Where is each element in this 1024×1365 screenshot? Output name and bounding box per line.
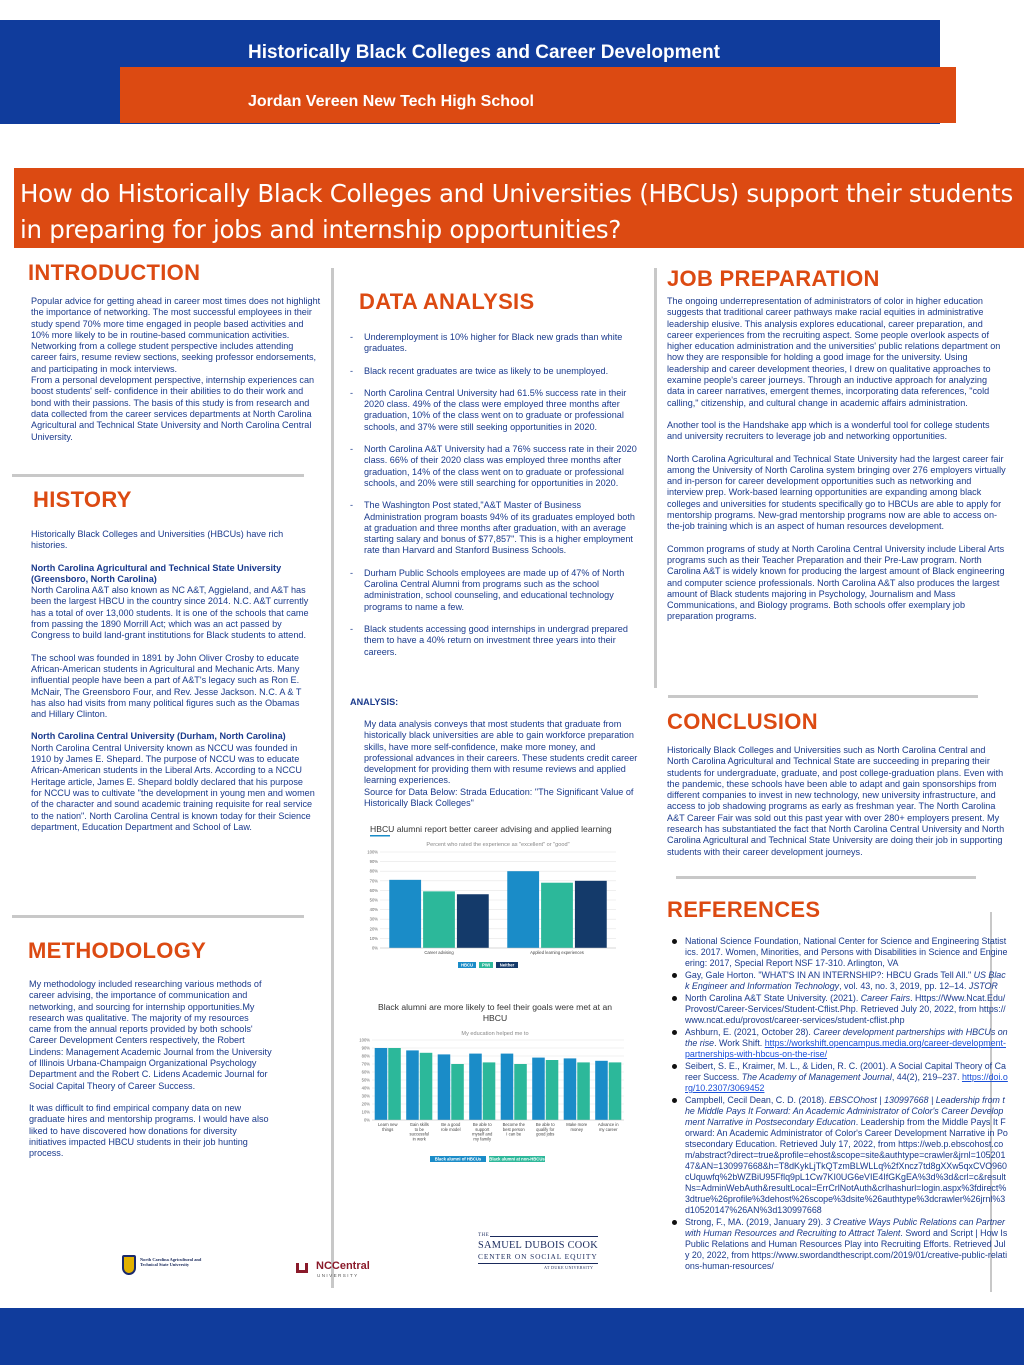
legend-label: Neither — [499, 962, 515, 968]
bar — [375, 1048, 388, 1120]
data-source: Source for Data Below: Strada Education: "The Significant Value of Historically Black Colleges" — [364, 786, 634, 809]
introduction-paragraph: From a personal development perspective, internship experiences can boost students' self- confidence in their abilities to do their work and bond with their passions. The basis of this study is from research and data collected from the career services departments at North Carolina Agricultural and Technical State University and North Carolina Central University. — [31, 375, 315, 442]
x-tick-label: Be a good role model — [440, 1122, 461, 1132]
introduction-heading: INTRODUCTION — [28, 260, 201, 285]
bar — [507, 871, 539, 948]
cook-logo-rule — [478, 1263, 598, 1264]
bar — [388, 1048, 401, 1120]
y-tick-label: 100% — [367, 849, 378, 855]
reference-link[interactable]: https://doi.org/10.2307/3069452 — [685, 1072, 1008, 1093]
legend-label: Black alumni at non-HBCUs — [489, 1156, 545, 1162]
reference-em: Career development partnerships with HBCUs on the rise — [685, 1027, 1008, 1048]
school-name: Jordan Vereen New Tech High School — [248, 93, 534, 110]
reference-item — [670, 1061, 1008, 1094]
legend-label: PWI — [482, 962, 490, 968]
bar — [469, 1054, 482, 1120]
history-paragraph: Historically Black Colleges and Universities (HBCUs) have rich histories. — [31, 529, 284, 551]
x-tick-label: Gain skills to be successful in work — [409, 1122, 430, 1142]
data-bullet: - Black recent graduates are twice as likely to be unemployed. — [350, 366, 638, 377]
cook-logo-center: CENTER ON SOCIAL EQUITY — [478, 1252, 598, 1261]
history-text — [31, 529, 315, 833]
chart-subtitle: My education helped me to — [461, 1031, 529, 1037]
reference-post: , 44(2), 219–237. — [891, 1072, 962, 1082]
ncat-logo — [122, 1255, 212, 1277]
x-tick-label: Be able to qualify for good jobs — [535, 1122, 555, 1137]
reference-pre: Campbell, Cecil Dean, C. D. (2018). — [685, 1095, 830, 1105]
y-tick-label: 40% — [361, 1085, 370, 1091]
reference-em: Career Fairs — [860, 993, 911, 1003]
data-bullet: - Underemployment is 10% higher for Black new grads than white graduates. — [350, 332, 638, 355]
reference-pre: North Carolina A&T State University. (2021). — [685, 993, 861, 1003]
reference-item — [670, 1027, 1008, 1060]
ncat-logo-text: North Carolina Agricultural and Technical State University — [140, 1257, 202, 1267]
bar — [532, 1058, 545, 1120]
bar — [501, 1054, 514, 1120]
reference-em: US Black Engineer and Information Technology — [685, 970, 1006, 991]
data-bullet: - Durham Public Schools employees are made up of 47% of North Carolina Central Alumni from programs such as the school administration, school counseling, and educational technology programs to name a few. — [350, 568, 638, 613]
data-bullet: - Black students accessing good internships in undergrad prepared them to have a 40% return on investment three years into their careers. — [350, 624, 638, 658]
nccu-logo-text: NCCentral — [316, 1260, 370, 1272]
x-tick-label: Make more money — [566, 1122, 588, 1132]
bar — [423, 891, 455, 948]
cook-logo-the: THE — [478, 1233, 490, 1238]
chart-title: Black alumni are more likely to feel their goals were met at an — [377, 1002, 613, 1012]
x-tick-label: Become the best person I can be — [502, 1122, 525, 1137]
job-preparation-text — [667, 296, 1007, 623]
y-tick-label: 0% — [371, 945, 378, 951]
y-tick-label: 90% — [369, 859, 378, 865]
legend-label: Black alumni of HBCUs — [434, 1156, 482, 1162]
y-tick-label: 60% — [369, 887, 378, 893]
chart2-svg — [359, 1000, 628, 1172]
nccu-logo-sub: UNIVERSITY — [317, 1273, 359, 1278]
x-tick-label: Advance in my career — [597, 1122, 619, 1132]
y-tick-label: 10% — [361, 1109, 370, 1115]
column-divider-left — [331, 268, 334, 1288]
analysis-paragraph: My data analysis conveys that most students that graduate from historically black universities are able to gain workforce preparation skills, have more self-confidence, make more money, and professional advances in their careers. These students credit career development for providing them with resume reviews and applied learning experiences. — [364, 719, 638, 786]
reference-pre: Strong, F., MA. (2019, January 29). — [685, 1217, 826, 1227]
reference-em: EBSCOhost | 130997668 | Leadership from the Middle Pays It Forward: An Academic Administrator of Color's Career Development Narrative in Postsecondary Education — [685, 1095, 1005, 1127]
bar — [541, 883, 573, 948]
reference-post: . Leadership from the Middle Pays It Forward: An Academic Administrator of Color's Career Development Narrative in Postsecondary Education. Retrieved July 17, 2022, from https://web.p.ebscohost.com/abstract?direct=true&profile=ehost&scope=site&authtype=crawler&jrnl=10520147&AN=130997668&h=T8dKykLjTkQTzmBLWLLq%2fXncz7td8gXXw5qxCVO960cUquwfq%2bWZBiU95Fflq9pL1Cw7KI0UG6eVIE4IfGKgEA%3d%3d&crl=c&resultNs=AdminWebAuth&resultLocal=ErrCrlNotAuth&crlhashurl=login.aspx%3fdirect%3dtrue%26profile%3dehost%26scope%3dsite%26authtype%3dcrawler%26jrnl%3d10520147%26AN%3d130997668 — [685, 1117, 1008, 1215]
bar — [406, 1050, 419, 1120]
references-heading: REFERENCES — [667, 897, 821, 922]
bar — [595, 1061, 608, 1120]
y-tick-label: 20% — [369, 926, 378, 932]
bar — [483, 1062, 496, 1120]
methodology-heading: METHODOLOGY — [28, 938, 207, 963]
cook-logo-duke: AT DUKE UNIVERSITY — [544, 1265, 594, 1270]
methodology-paragraph: My methodology included researching various methods of career advising, the importance of communication and networking, and sourcing for internship opportunities.My research was qualitative. The majority of my resources came from the annual reports provided by both schools' Career Development Centers respectively, the Robert Lindens: Management Academic Journal from the University of Illinois Urbana-Champaign Organizational Psychology Department and the Robert C. Lidens Academic Journal for Social Capital Theory of Career Success. — [29, 979, 272, 1091]
conclusion-heading: CONCLUSION — [667, 709, 818, 734]
reference-pre: Gay, Gale Horton. "WHAT'S IN AN INTERNSHIP?: HBCU Grads Tell All." — [685, 970, 974, 980]
reference-link[interactable]: https://workshift.opencampus.media.org/career-development-partnerships-with-hbcus-on-the-rise/ — [685, 1038, 1006, 1059]
y-tick-label: 30% — [369, 916, 378, 922]
reference-item — [670, 1095, 1008, 1216]
introduction-text — [31, 296, 321, 443]
methodology-paragraph: It was difficult to find empirical company data on new graduate hires and mentorship programs. I would have also liked to have discovered how donations for diversity initiatives impacted HBCU students in their job hunting process. — [29, 1102, 269, 1159]
y-tick-label: 80% — [369, 868, 378, 874]
chart-title: HBCU — [482, 1013, 508, 1023]
data-analysis-bullets — [350, 332, 638, 669]
reference-em: 3 Creative Ways Public Relations can Partner with Human Resources and Recruiting to Attract Talent — [685, 1217, 1005, 1238]
chart-subtitle: Percent who rated the experience as "excellent" or "good" — [426, 842, 570, 848]
ncat-seal-icon — [122, 1255, 136, 1275]
y-tick-label: 40% — [369, 907, 378, 913]
section-divider — [12, 915, 304, 918]
references-list — [670, 936, 1008, 1273]
analysis-label: ANALYSIS: — [350, 697, 399, 707]
x-tick-label: Applied learning experiences — [530, 950, 584, 955]
y-tick-label: 80% — [361, 1053, 370, 1059]
bar — [609, 1062, 622, 1120]
research-question: How do Historically Black Colleges and Universities (HBCUs) support their students in preparing for jobs and internship opportunities? — [20, 179, 1013, 244]
reference-pre: Ashburn, E. (2021, October 28). — [685, 1027, 814, 1037]
legend-label: HBCU — [460, 962, 474, 968]
bar — [420, 1053, 433, 1120]
y-tick-label: 70% — [369, 878, 378, 884]
bar — [577, 1062, 590, 1120]
analysis-text — [364, 719, 640, 809]
y-tick-label: 70% — [361, 1061, 370, 1067]
chart-title-underline — [370, 835, 390, 837]
y-tick-label: 90% — [361, 1045, 370, 1051]
column-divider-right — [654, 268, 657, 688]
reference-post: . Work Shift. — [714, 1038, 765, 1048]
reference-item — [670, 970, 1008, 992]
reference-post: . Https://Www.Ncat.Edu/Provost/Career-Services/Student-Cflist.Php. Retrieved July 20, 2022, from https://www.ncat.edu/provost/career-services/student-cflist.php — [685, 993, 1006, 1025]
bar — [546, 1060, 559, 1120]
section-divider — [676, 876, 976, 879]
cook-logo-rule — [490, 1236, 598, 1237]
cook-center-logo — [476, 1233, 600, 1273]
bar — [438, 1054, 451, 1120]
bar — [564, 1058, 577, 1120]
x-tick-label: Be able to support myself and my family — [472, 1122, 493, 1142]
y-tick-label: 50% — [361, 1077, 370, 1083]
nccu-title: North Carolina Central University (Durham, North Carolina) — [31, 731, 286, 742]
reference-item — [670, 993, 1008, 1026]
reference-em2: JSTOR — [968, 981, 998, 991]
data-bullet: - North Carolina A&T University had a 76% success rate in their 2020 class. 66% of their 2020 class was employed three months after graduation, 14% of the class went on to graduate or professional schools, and 20% were still searching for opportunities in 2020. — [350, 444, 638, 489]
y-tick-label: 10% — [369, 935, 378, 941]
y-tick-label: 100% — [359, 1037, 370, 1043]
poster-title: Historically Black Colleges and Career Development — [248, 42, 721, 63]
history-paragraph: North Carolina Central University known as NCCU was founded in 1910 by James E. Shepard. The purpose of NCCU was to educate African-American students in the Liberal Arts. According to a NCCU Heritage article, James E. Shepard boldly declared that his purpose for NCCU was to cultivate "the development in young men and women of the character and sound academic training requisite for real service to the nation". North Carolina Central is known today for their Science department, Education Department and School of Law. — [31, 742, 315, 832]
bar — [575, 881, 607, 948]
chart1-svg — [362, 822, 626, 974]
reference-item — [670, 936, 1008, 969]
school-banner — [120, 67, 956, 123]
history-paragraph: The school was founded in 1891 by John Oliver Crosby to educate African-American students in Agricultural and Mechanic Arts. Many influential people have been a part of A&T's legacy such as Ron E. McNair, The Greensboro Four, and Rev. Jesse Jackson. N.C. A & T has also had visits from many political figures such as the Obamas and Hillary Clinton. — [31, 652, 302, 720]
y-tick-label: 50% — [369, 897, 378, 903]
job-preparation-paragraph: Common programs of study at North Carolina Central University include Liberal Arts programs such as their Teacher Preparation and their Pre-Law program. North Carolina A&T is widely known for producing the largest amount of Black engineering and computer science professionals. North Carolina A&T also produces the largest amount of Black students majoring in Psychology, Journalism and Mass Communications, and Biology programs. Both schools offer exemplary job preparation programs. — [667, 543, 1005, 622]
bar — [389, 880, 421, 948]
reference-pre: Seibert, S. E., Kraimer, M. L., & Liden, R. C. (2001). A Social Capital Theory of Career Success. — [685, 1061, 1006, 1082]
section-divider — [668, 695, 978, 698]
reference-em: The Academy of Management Journal — [741, 1072, 892, 1082]
bar — [514, 1064, 527, 1120]
reference-item — [670, 1217, 1008, 1272]
reference-pre: National Science Foundation, National Center for Science and Engineering Statistics. 2017. Women, Minorities, and Persons with Disabilities in Science and Engineering: 2017, Special Report NSF 17-310. Arlington, VA — [685, 936, 1008, 968]
reference-post: , vol. 43, no. 3, 2019, pp. 12–14. — [839, 981, 969, 991]
introduction-paragraph: Popular advice for getting ahead in career most times does not highlight the importance of networking. The most successful employees in their study spend 70% more time engaged in people based activities and 10% more likely to be in routine-based communication activities. Networking from a college student perspective includes attending career fairs, resume review sections, seeking professor endorsements, and participating in mock interviews. — [31, 296, 321, 374]
methodology-text — [29, 979, 273, 1159]
data-bullet: - The Washington Post stated,"A&T Master of Business Administration program boasts 94% of its graduates employed both at graduation and three months after graduation, with an average starting salary and bonus of $77,857". This is a higher employment rate than Harvard and Stanford Business Schools. — [350, 500, 638, 556]
chart-title: HBCU alumni report better career advising and applied learning — [370, 824, 612, 834]
job-preparation-paragraph: North Carolina Agricultural and Technical State University had the largest career fair among the University of North Carolina system bringing over 276 employers virtually and in-person for career development opportunities such as networking and interview prep. Work-based learning opportunities are expanding among black colleges and universities for students specifically go to HBCUs are able to apply for mentorship programs. New-grad mentorship programs now are able to access on-the-job training which is an aspect of human resources development. — [667, 453, 1006, 532]
job-preparation-paragraph: The ongoing underrepresentation of administrators of color in higher education suggests that traditional career pathways make racial equities in administrative leadership elusive. This analysis explores educational, career preparation, and career experiences from the recruiting aspect. Some people overlook aspects of higher education administration and the universities' public relations department on how they are responsible for holding a good image for the university. Using leadership and career development theories, I drew on qualitative approaches to examine people's career journeys. Through an inductive approach for analyzing data in career narratives, emergent themes, incorporating data references, "cold calling," citizenship, and cultural change in academic affairs administration. — [667, 296, 1001, 408]
reference-post: . Sword and Script | How Is Public Relations and Human Resources Play into Recruiting Efforts. Retrieved July 20, 2022, from https://www.swordandthescript.com/2019/01/creative-public-relations-human-resources/ — [685, 1228, 1008, 1271]
conclusion-text: Historically Black Colleges and Universities such as North Carolina Central and North Carolina Agricultural and Technical State are succeeding in preparing their students for undergraduate, graduate, and post college-graduation plans. Even with the pandemic, these schools have been able to adapt and gain sponsorships from different companies to invest in new technology, new university infrastructure, and access to job shadowing programs as early as freshman year. The North Carolina A&T Career Fair was sold out this past year with over 280+ employers present. My research has substantiated the fact that North Carolina Central University and North Carolina Agricultural and Technical State University are doing their job in supporting students with their career development journeys. — [667, 745, 1005, 857]
job-preparation-paragraph: Another tool is the Handshake app which is a wonderful tool for college students and university recruiters to leverage job and networking opportunities. — [667, 419, 990, 442]
y-tick-label: 0% — [363, 1117, 370, 1123]
data-bullet: - North Carolina Central University had 61.5% success rate in their 2020 class. 49% of the class were employed three months after graduation, 10% of the class went on to graduate or professional schools, and 37% were still seeking opportunities in 2020. — [350, 388, 638, 433]
ncat-title: North Carolina Agricultural and Technical State University (Greensboro, North Carolina) — [31, 562, 282, 584]
history-heading: HISTORY — [33, 487, 132, 512]
cook-logo-name: SAMUEL DUBOIS COOK — [478, 1240, 599, 1251]
history-paragraph: North Carolina A&T also known as NC A&T, Aggieland, and A&T has been the largest HBCU in the country since 2014. N.C. A&T currently has a total of over 13,000 students. It is one of the schools that came from passing the 1890 Morrill Act; which was an act passed by Congress to build land-grant institutions for Black students to attend. — [31, 585, 309, 641]
y-tick-label: 20% — [361, 1101, 370, 1107]
bar — [457, 894, 489, 948]
nccu-eagle-icon — [296, 1263, 308, 1273]
footer-banner — [0, 1308, 1024, 1365]
bar — [451, 1064, 464, 1120]
job-preparation-heading: JOB PREPARATION — [667, 266, 880, 291]
y-tick-label: 60% — [361, 1069, 370, 1075]
x-tick-label: Career advising — [424, 950, 454, 955]
data-analysis-heading: DATA ANALYSIS — [359, 289, 535, 314]
chart-career-advising — [362, 822, 626, 974]
x-tick-label: Learn new things — [377, 1122, 398, 1132]
nccu-logo — [296, 1260, 376, 1282]
section-divider — [12, 474, 304, 477]
chart-goals-met — [359, 1000, 628, 1172]
y-tick-label: 30% — [361, 1093, 370, 1099]
